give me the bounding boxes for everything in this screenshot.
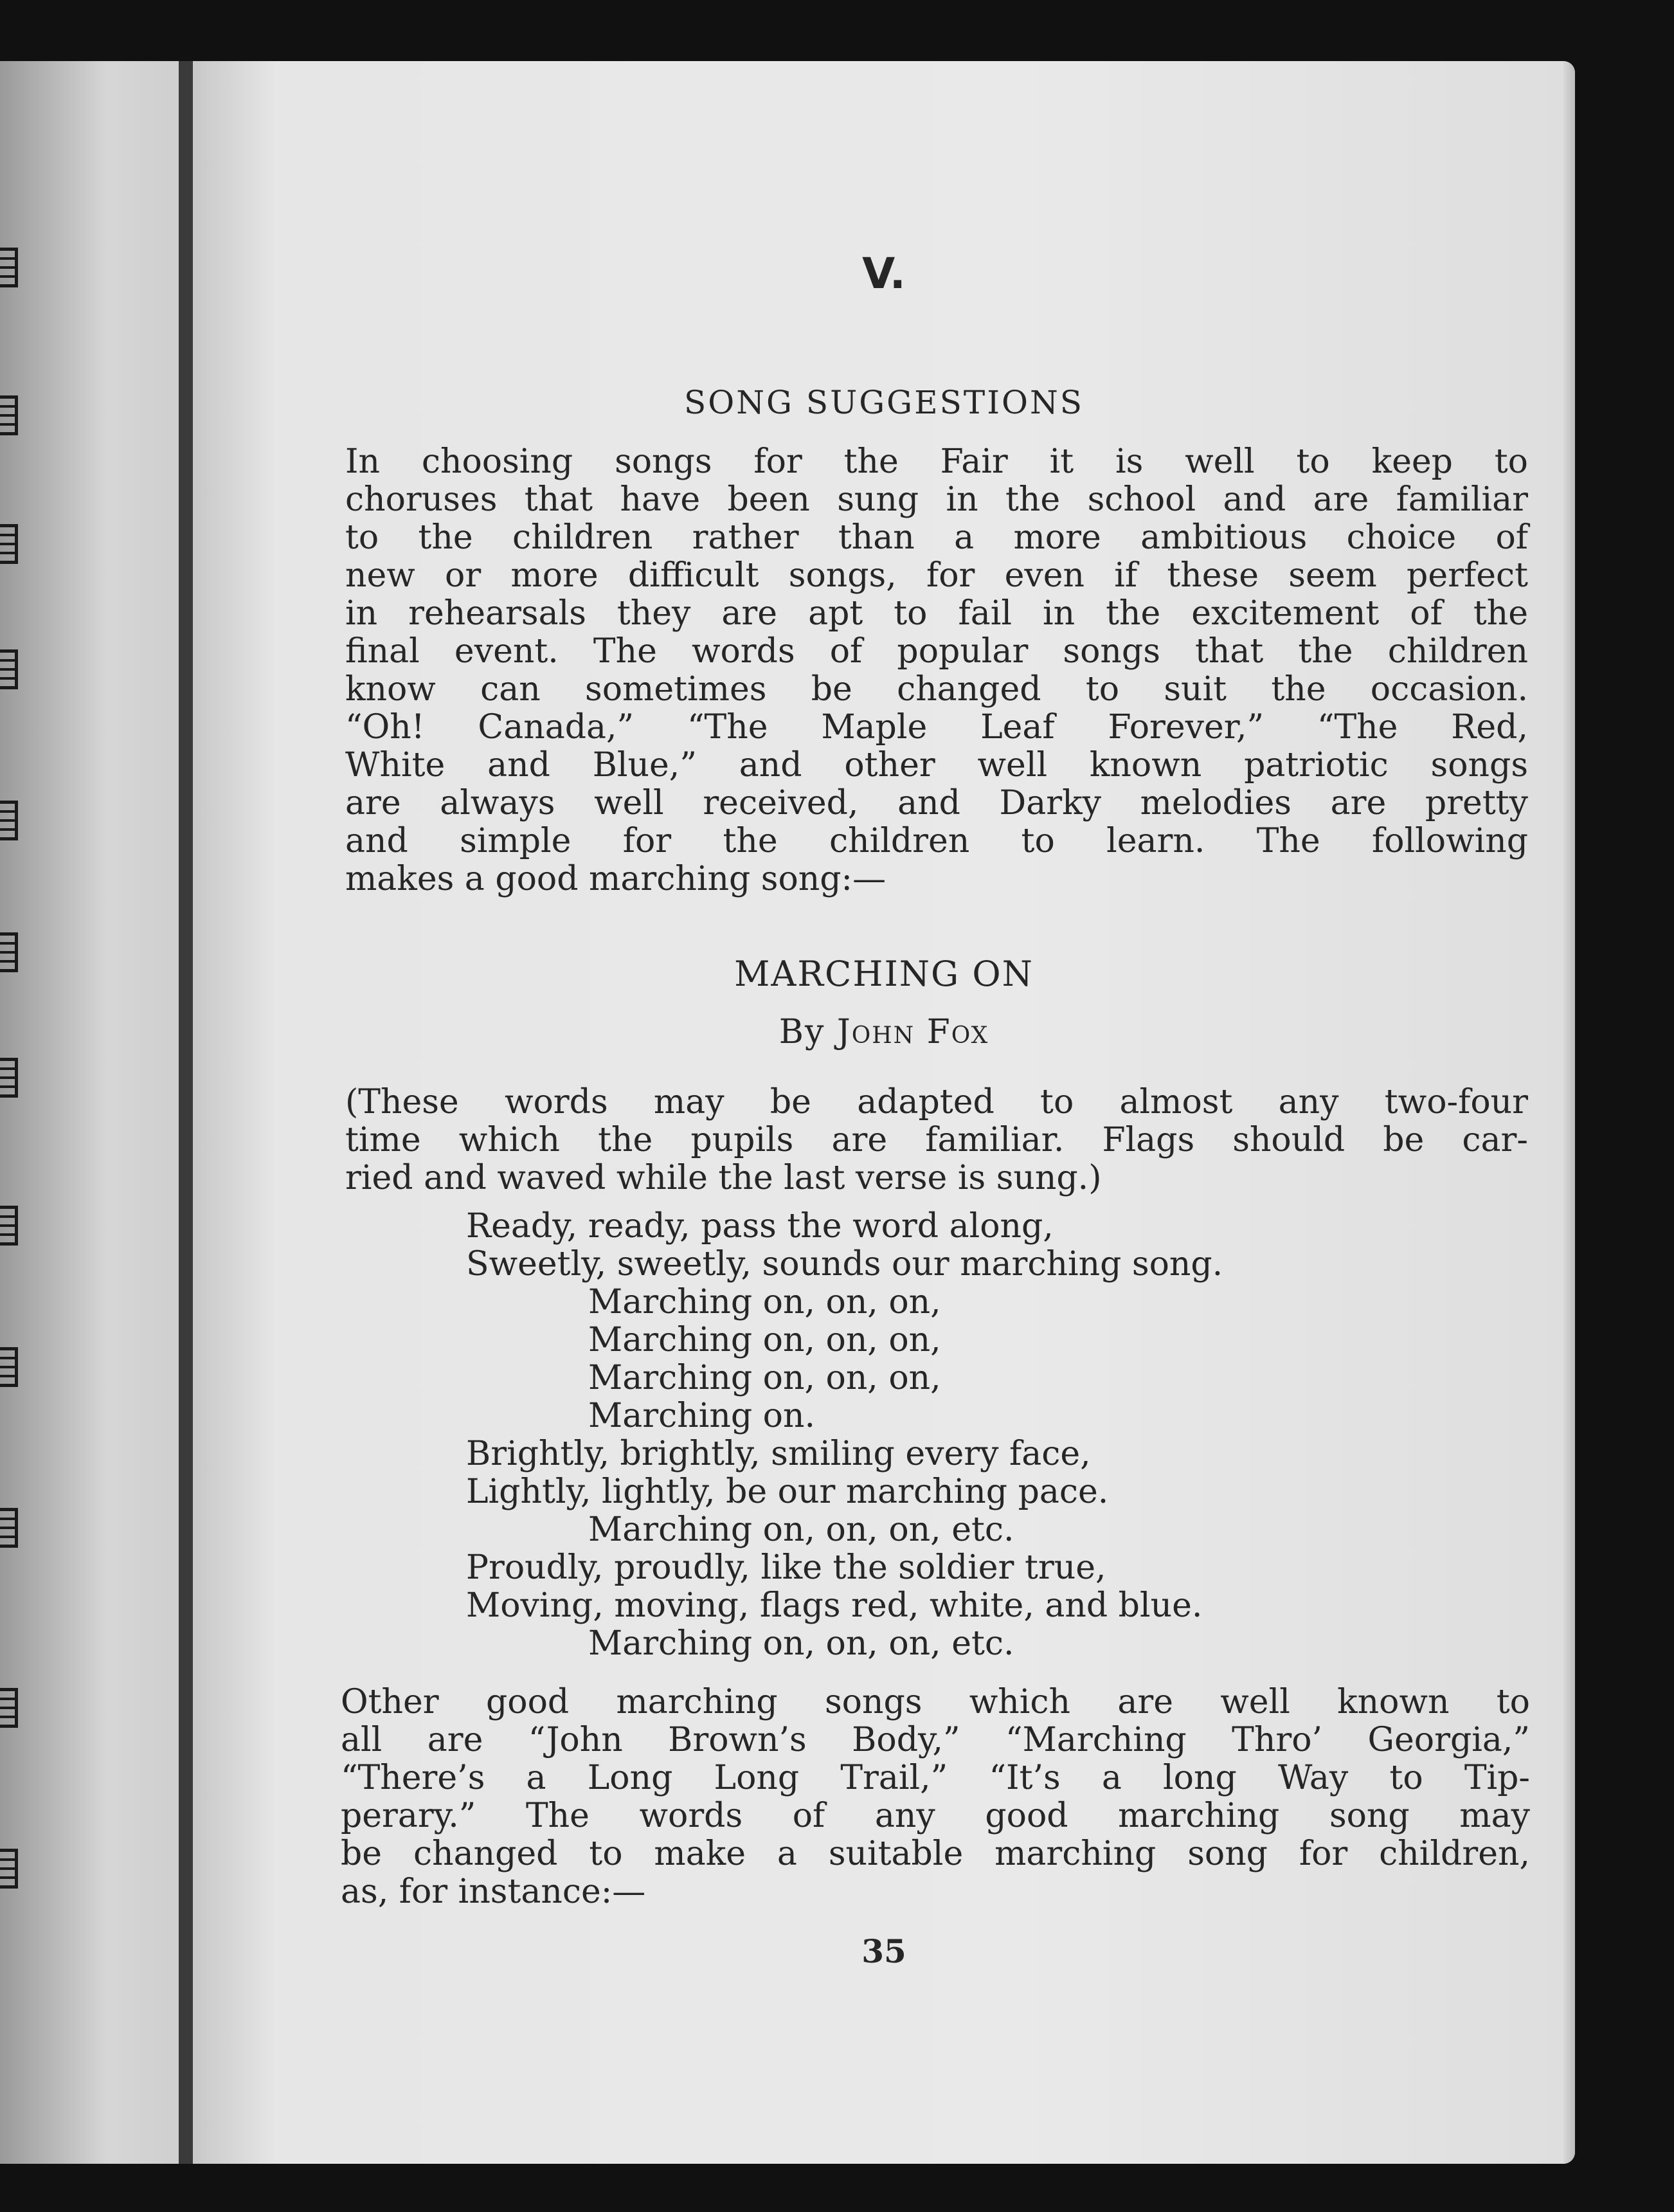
page-edge [1563, 61, 1575, 2164]
facing-page-mark [0, 524, 18, 564]
text-line: perary.” The words of any good marching song may [341, 1797, 1530, 1835]
intro-paragraph [345, 443, 1528, 898]
text-line: are always well received, and Darky melodies are pretty [345, 784, 1528, 822]
text-line: (These words may be adapted to almost any two-four [345, 1083, 1528, 1121]
book-spine [179, 61, 193, 2164]
chorus-line: Marching on. [588, 1397, 815, 1435]
verse-line: Brightly, brightly, smiling every face, [466, 1435, 1091, 1473]
facing-page-mark [0, 1688, 18, 1728]
text-line: be changed to make a suitable marching song for children, [341, 1835, 1530, 1873]
facing-page-mark [0, 1508, 18, 1548]
text-line: new or more difficult songs, for even if these seem perfect [345, 556, 1528, 595]
facing-page-mark [0, 1206, 18, 1246]
verse-line: Sweetly, sweetly, sounds our marching song. [466, 1245, 1223, 1283]
text-line: as, for instance:— [341, 1872, 646, 1911]
text-line: all are “John Brown’s Body,” “Marching Thro’ Georgia,” [341, 1721, 1530, 1759]
chorus-line: Marching on, on, on, [588, 1321, 941, 1359]
facing-page-mark [0, 1058, 18, 1098]
song-author: John Fox [836, 1013, 989, 1051]
page-number: 35 [861, 1932, 906, 1970]
chorus-line: Marching on, on, on, [588, 1283, 941, 1321]
text-line: “There’s a Long Long Trail,” “It’s a long Way to Tip- [341, 1759, 1530, 1797]
text-line: to the children rather than a more ambitious choice of [345, 518, 1528, 557]
facing-page-mark [0, 932, 18, 972]
verse-line: Moving, moving, flags red, white, and blue. [466, 1586, 1203, 1625]
text-line: “Oh! Canada,” “The Maple Leaf Forever,” “The Red, [345, 708, 1528, 747]
text-line: Other good marching songs which are well known to [341, 1683, 1530, 1721]
section-title: SONG SUGGESTIONS [684, 384, 1084, 421]
verse-line: Proudly, proudly, like the soldier true, [466, 1548, 1106, 1587]
text-line: choruses that have been sung in the school and are familiar [345, 480, 1528, 519]
facing-page-mark [0, 649, 18, 689]
chorus-line: Marching on, on, on, [588, 1359, 941, 1397]
facing-page-mark [0, 248, 18, 287]
facing-page-mark [0, 1347, 18, 1387]
text-line: in rehearsals they are apt to fail in the excitement of the [345, 594, 1528, 633]
facing-page-mark [0, 395, 18, 435]
facing-page-edge [0, 61, 179, 2164]
text-line: and simple for the children to learn. The following [345, 822, 1528, 860]
song-byline [193, 1013, 1575, 1051]
facing-page-mark [0, 801, 18, 840]
verse-line: Ready, ready, pass the word along, [466, 1207, 1054, 1246]
chorus-line: Marching on, on, on, etc. [588, 1510, 1014, 1549]
book-page [193, 61, 1575, 2164]
facing-page-mark [0, 1849, 18, 1889]
text-line: time which the pupils are familiar. Flags should be car- [345, 1121, 1528, 1159]
verse-line: Lightly, lightly, be our marching pace. [466, 1473, 1109, 1511]
outro-paragraph [341, 1683, 1530, 1911]
text-line: White and Blue,” and other well known patriotic songs [345, 746, 1528, 784]
text-line: ried and waved while the last verse is sung.) [345, 1159, 1102, 1197]
chorus-line: Marching on, on, on, etc. [588, 1624, 1014, 1663]
byline-prefix: By [779, 1013, 825, 1051]
chapter-number: V. [862, 249, 906, 298]
text-line: In choosing songs for the Fair it is well to keep to [345, 442, 1528, 481]
song-verses [466, 1208, 1223, 1663]
song-title: MARCHING ON [734, 954, 1034, 994]
text-line: final event. The words of popular songs that the children [345, 632, 1528, 671]
text-line: makes a good marching song:— [345, 860, 887, 898]
text-line: know can sometimes be changed to suit the occasion. [345, 670, 1528, 709]
song-note [345, 1083, 1528, 1197]
